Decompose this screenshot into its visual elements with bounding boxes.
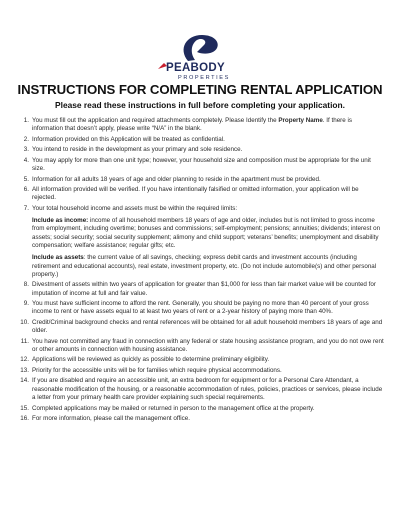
- income-label: Include as income:: [32, 217, 89, 225]
- item-number: 8.: [23, 281, 29, 289]
- list-item: [16, 157, 384, 174]
- item-text: Applications will be reviewed as quickly as possible to determine preliminary eligibility.: [32, 356, 270, 364]
- item-number: 2.: [23, 135, 29, 143]
- item-text: If you are disabled and require an accessible unit, an extra bedroom for equipment or for a Personal Care Attendant, a reasonable modification of the housing, or a reasonable accommodation of rules, policies, practices or services, please include a letter from your primary health care provider explaining such special requirements.: [32, 377, 383, 402]
- item-number: 15.: [20, 404, 29, 412]
- income-text: income of all household members 18 years of age and older, includes but is not limited to gross income from employment, including overtime; bonuses and commissions; self-employment; pensions; annuities; dividends; interest on assets; social security; social security supplement; alimony and child support; veterans’ benefits; unemployment and disability compensation; welfare assistance; regular gifts; etc.: [32, 217, 381, 249]
- item-text: Credit/Criminal background checks and rental references will be obtained for all adult household members 18 years of age and older.: [32, 318, 383, 335]
- item-number: 6.: [23, 186, 29, 194]
- logo-name: PEABODY: [166, 62, 225, 74]
- list-item: [16, 319, 384, 336]
- list-item: [16, 377, 384, 402]
- assets-text: : the current value of all savings, checking; express debit cards and investment accounts (including retirement and educational accounts), real estate, investment property, etc. (Do not include automobile(s) and other personal property.): [32, 254, 377, 278]
- list-item: [16, 186, 384, 203]
- item-text: For more information, please call the management office.: [32, 415, 190, 423]
- item-text: Completed applications may be mailed or returned in person to the management office at the property.: [32, 404, 315, 412]
- item-text: All information provided will be verified. If you have intentionally falsified or omitted information, your application will be rejected.: [32, 186, 359, 202]
- list-item: [16, 415, 384, 423]
- item-text: You may apply for more than one unit type; however, your household size and composition must be appropriate for the unit size.: [32, 156, 371, 173]
- list-item: [16, 356, 384, 364]
- item-text: You must have sufficient income to afford the rent. Generally, you should be paying no more than 40 percent of your gross income to rent or have assets equal to at least two years of rent or a 2-year history of paying more than 40%.: [32, 300, 369, 316]
- item-text: Divestment of assets within two years of application for greater than $1,000 for less than fair market value will be counted for imputation of income at full and fair value.: [32, 281, 376, 297]
- list-item: [16, 281, 384, 298]
- list-item: [16, 136, 384, 144]
- item-text: You have not committed any fraud in connection with any federal or state housing assistance program, and you do not owe rent or other amounts in connection with housing assistance.: [32, 337, 384, 353]
- logo-subtitle: PROPERTIES: [178, 75, 230, 81]
- item-number: 16.: [20, 415, 29, 423]
- list-item: [16, 300, 384, 317]
- assets-label: Include as assets: [32, 254, 84, 262]
- list-item: [16, 146, 384, 154]
- item-text: You must fill out the application and required attachments completely. Please Identify the: [32, 117, 279, 124]
- item-number: 9.: [23, 300, 29, 308]
- item-number: 13.: [20, 366, 29, 374]
- item-number: 4.: [23, 156, 29, 164]
- assets-definition: [32, 254, 384, 279]
- list-item: [16, 338, 384, 355]
- item-number: 3.: [23, 146, 29, 154]
- item-text: . If there is information that doesn’t apply, please write “N/A” in the blank.: [32, 117, 352, 133]
- item-text: Your total household income and assets must be within the required limits:: [32, 204, 238, 212]
- list-item: [16, 367, 384, 375]
- item-number: 5.: [23, 175, 29, 183]
- list-item: [16, 205, 384, 279]
- item-text: You intend to reside in the development as your primary and sole residence.: [32, 146, 243, 154]
- item-text: Information provided on this Application will be treated as confidential.: [32, 135, 225, 143]
- list-item: [16, 117, 384, 134]
- item-bold-text: Property Name: [278, 117, 323, 124]
- page-subtitle: Please read these instructions in full before completing your application.: [55, 100, 345, 110]
- peabody-logo: [148, 33, 252, 83]
- item-text: Information for all adults 18 years of age and older planning to reside in the apartment must be provided.: [32, 175, 321, 183]
- item-text: Priority for the accessible units will be for families which require physical accommodations.: [32, 366, 282, 374]
- item-number: 11.: [20, 337, 29, 345]
- income-definition: [32, 217, 384, 250]
- item-number: 12.: [20, 356, 29, 364]
- instructions-list: [16, 117, 384, 426]
- item-number: 1.: [23, 117, 29, 124]
- item-number: 14.: [20, 377, 29, 385]
- list-item: [16, 405, 384, 413]
- item-number: 10.: [20, 318, 29, 326]
- page-title: INSTRUCTIONS FOR COMPLETING RENTAL APPLICATION: [17, 82, 383, 97]
- item-number: 7.: [23, 204, 29, 212]
- list-item: [16, 176, 384, 184]
